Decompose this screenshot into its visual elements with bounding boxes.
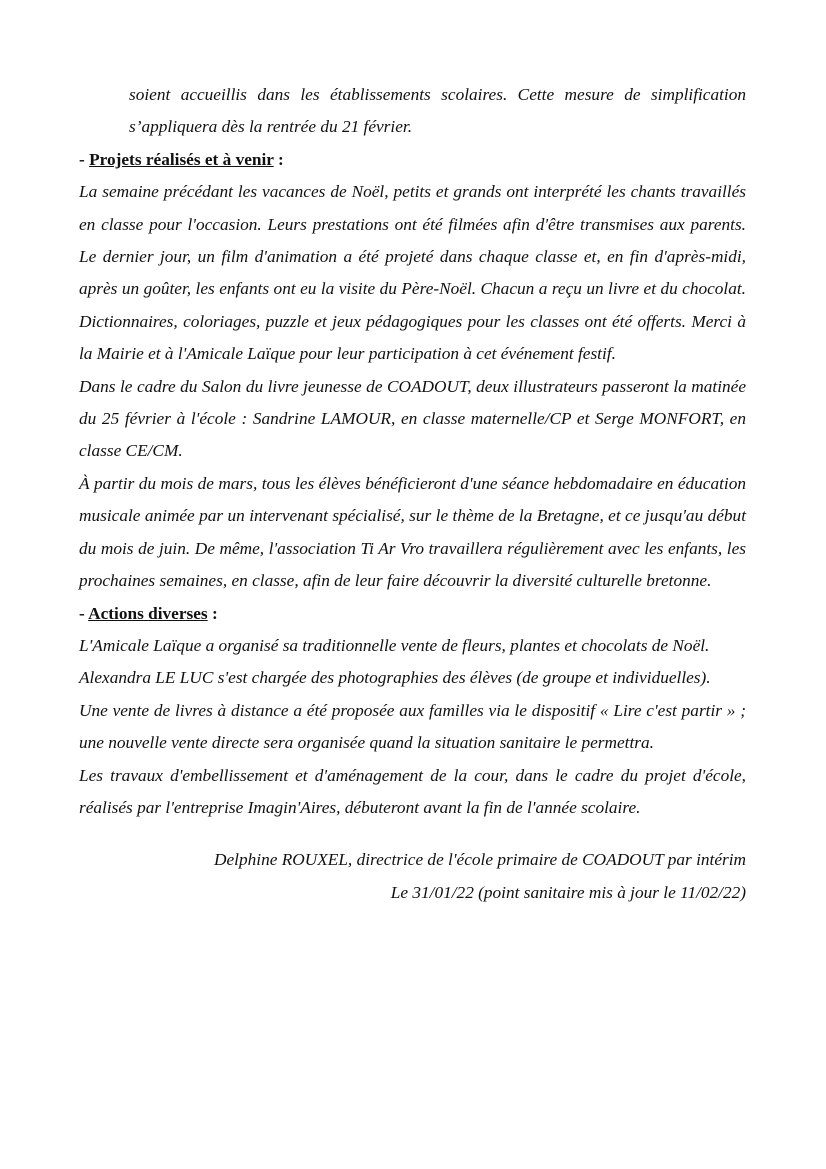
heading-suffix: :	[273, 149, 284, 169]
paragraph-education-musicale: À partir du mois de mars, tous les élèves bénéficieront d'une séance hebdomadaire en éducation musicale animée par un intervenant spécialisé, sur le thème de la Bretagne, et ce jusqu'au début du mois de juin. De même, l'association Ti Ar Vro travaillera régulièrement avec les enfants, les prochaines semaines, en classe, afin de leur faire découvrir la diversité culturelle bretonne.	[79, 473, 746, 591]
heading-suffix: :	[207, 603, 218, 623]
heading-title: Actions diverses	[88, 603, 208, 623]
signature-line-2: Le 31/01/22 (point sanitaire mis à jour le 11/02/22)	[390, 882, 746, 902]
intro-paragraph: soient accueillis dans les établissements scolaires. Cette mesure de simplification s’appliquera dès la rentrée du 21 février.	[129, 85, 746, 137]
paragraph-amicale: L'Amicale Laïque a organisé sa traditionnelle vente de fleurs, plantes et chocolats de Noël.	[79, 635, 710, 655]
paragraph-travaux-cour: Les travaux d'embellissement et d'aménagement de la cour, dans le cadre du projet d'école, réalisés par l'entreprise Imagin'Aires, débuteront avant la fin de l'année scolaire.	[79, 765, 746, 817]
heading-prefix: -	[79, 149, 90, 169]
heading-prefix: -	[79, 603, 89, 623]
paragraph-salon-livre: Dans le cadre du Salon du livre jeunesse de COADOUT, deux illustrateurs passeront la matinée du 25 février à l'école : Sandrine LAMOUR, en classe maternelle/CP et Serge MONFORT, en classe CE/CM.	[79, 376, 746, 461]
section-heading-projets	[79, 144, 746, 176]
section-heading-actions	[79, 598, 746, 630]
signature-line-1: Delphine ROUXEL, directrice de l'école primaire de COADOUT par intérim	[214, 850, 746, 870]
paragraph-noel: La semaine précédant les vacances de Noël, petits et grands ont interprété les chants travaillés en classe pour l'occasion. Leurs prestations ont été filmées afin d'être transmises aux parents. Le dernier jour, un film d'animation a été projeté dans chaque classe et, en fin d'après-midi, après un goûter, les enfants ont eu la visite du Père-Noël. Chacun a reçu un livre et du chocolat. Dictionnaires, coloriages, puzzle et jeux pédagogiques pour les classes ont été offerts. Merci à la Mairie et à l'Amicale Laïque pour leur participation à cet événement festif.	[79, 182, 746, 364]
heading-title: Projets réalisés et à venir	[89, 149, 274, 169]
paragraph-photographies: Alexandra LE LUC s'est chargée des photographies des élèves (de groupe et individuelles).	[79, 668, 711, 688]
paragraph-vente-livres: Une vente de livres à distance a été proposée aux familles via le dispositif « Lire c'est partir » ; une nouvelle vente directe sera organisée quand la situation sanitaire le permettra.	[79, 700, 746, 753]
